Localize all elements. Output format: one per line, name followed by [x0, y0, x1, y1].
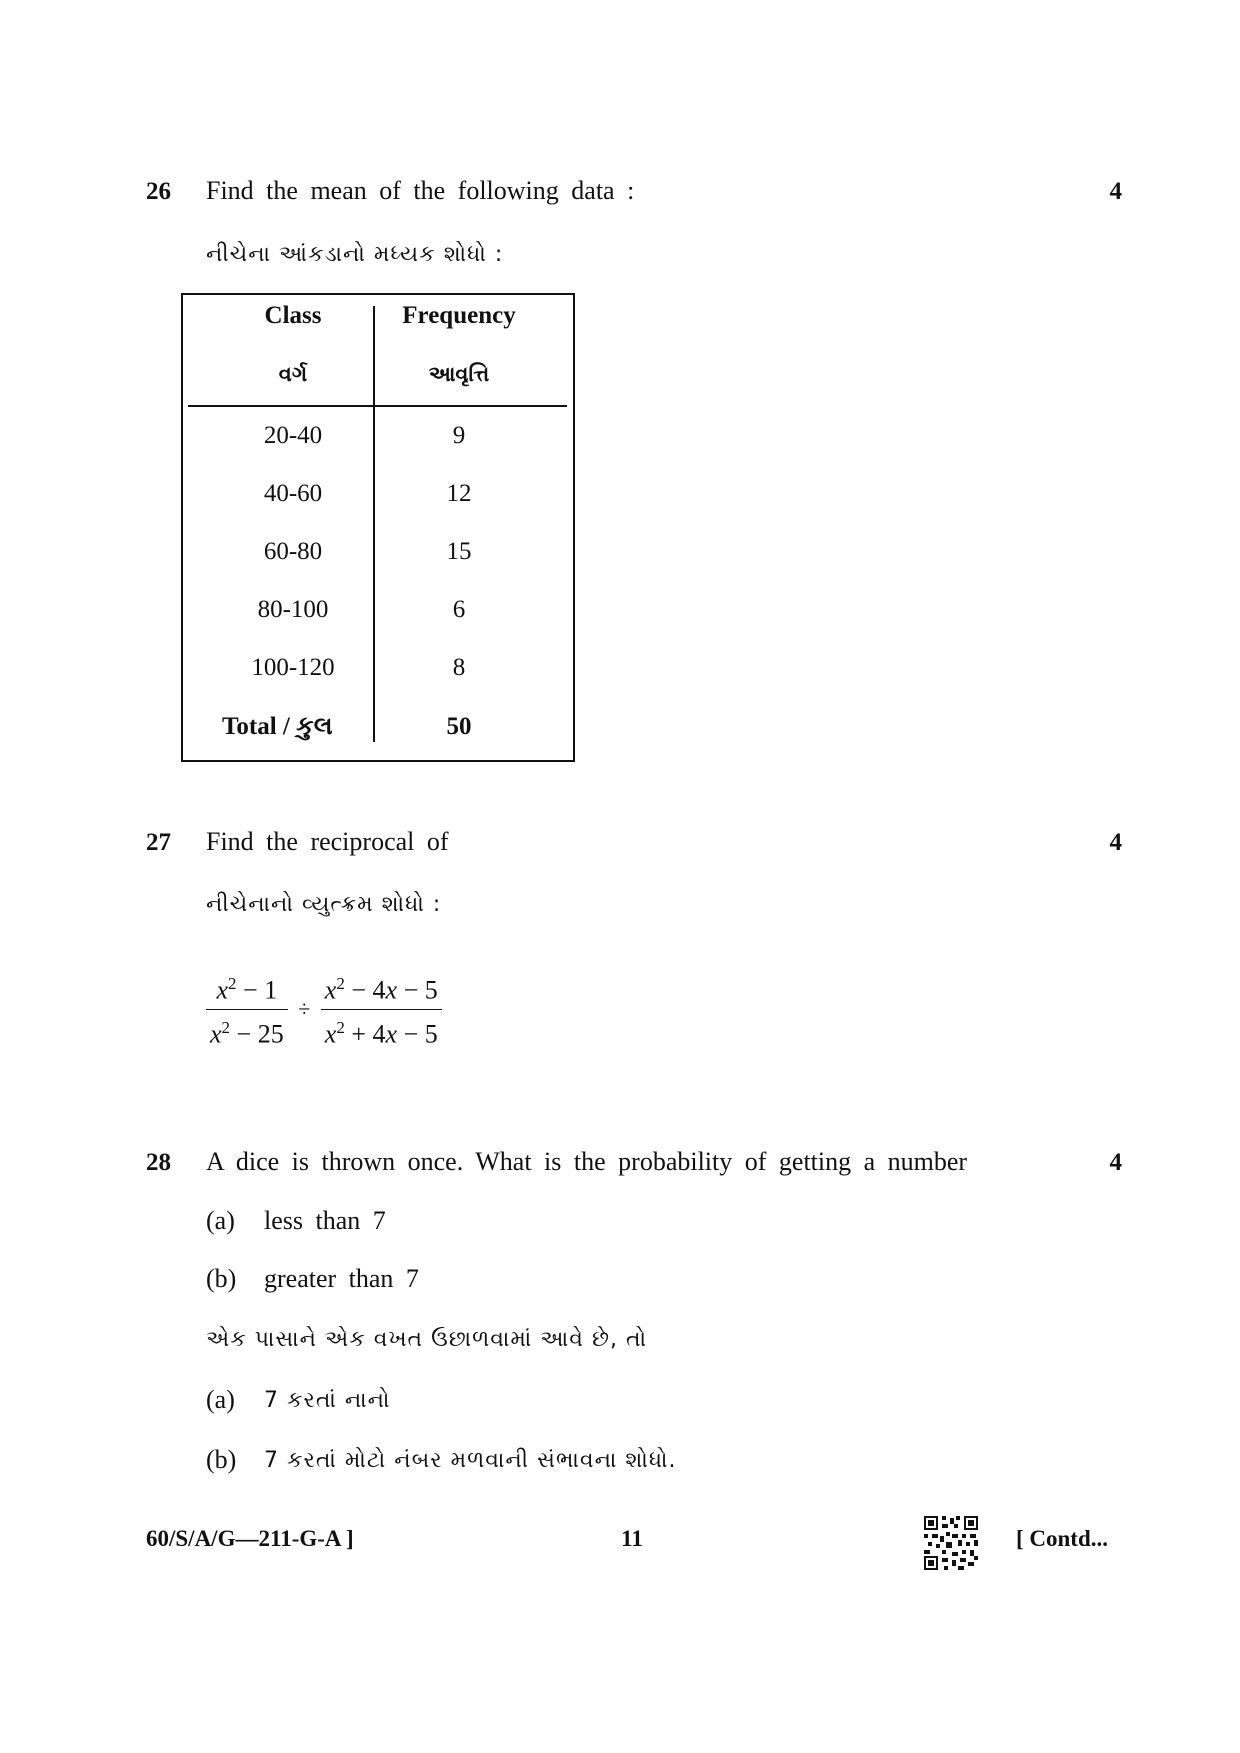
q27-number: 27 — [146, 829, 171, 856]
table-header-class-gu: વર્ગ — [278, 362, 308, 386]
q26-text-gu: નીચેના આંકડાનો મધ્યક શોધો : — [206, 242, 504, 267]
fraction-1 — [206, 966, 288, 1052]
table-total-label: Total / કુલ — [222, 713, 333, 740]
table-cell-class: 100-120 — [251, 654, 335, 681]
q28-option-b-label: (b) — [206, 1264, 237, 1293]
contd-label: [ Contd... — [1016, 1526, 1109, 1551]
table-cell-class: 60-80 — [263, 538, 323, 565]
q28-text-en: A dice is thrown once. What is the probability of getting a number — [206, 1147, 968, 1176]
q27-text-gu: નીચેનાનો વ્યુત્ક્રમ શોધો : — [206, 892, 442, 917]
paper-code: 60/S/A/G—211-G-A ] — [146, 1526, 354, 1551]
fraction-2-numerator: $x^2 - 4x - 5$ — [321, 966, 442, 1010]
table-cell-class: 80-100 — [257, 596, 329, 623]
q26-text-en: Find the mean of the following data : — [206, 176, 635, 205]
q28-option-b-gu: 7 કરતાં મોટો નંબર મળવાની સંભાવના શોધો. — [264, 1448, 677, 1473]
q28-option-b-en: greater than 7 — [264, 1264, 419, 1293]
table-header-divider — [188, 405, 567, 407]
table-cell-frequency: 15 — [446, 538, 472, 565]
page-number: 11 — [621, 1526, 643, 1551]
table-header-frequency-gu: આવૃત્તિ — [428, 362, 490, 386]
table-header-frequency-en: Frequency — [402, 302, 516, 329]
table-cell-frequency: 12 — [446, 480, 472, 507]
fraction-2-denominator: $x^2 + 4x - 5$ — [324, 1017, 438, 1049]
q26-marks: 4 — [1109, 178, 1122, 205]
table-cell-frequency: 9 — [452, 422, 466, 449]
q28-option-a-label: (a) — [206, 1206, 235, 1235]
q28-option-b-gu-label: (b) — [206, 1445, 237, 1474]
q28-option-a-gu: 7 કરતાં નાનો — [264, 1388, 391, 1413]
q28-option-a-gu-label: (a) — [206, 1385, 235, 1414]
fraction-2 — [321, 966, 442, 1052]
table-column-divider — [373, 306, 375, 742]
table-cell-class: 40-60 — [263, 480, 323, 507]
table-total-value: 50 — [446, 713, 472, 740]
q28-option-a-en: less than 7 — [264, 1206, 386, 1235]
q27-expression — [206, 966, 442, 1052]
table-cell-class: 20-40 — [263, 422, 323, 449]
q27-marks: 4 — [1109, 829, 1122, 856]
table-cell-frequency: 6 — [452, 596, 466, 623]
table-header-class-en: Class — [264, 302, 322, 329]
q27-text-en: Find the reciprocal of — [206, 827, 449, 856]
q28-marks: 4 — [1109, 1149, 1122, 1176]
qr-code-icon — [924, 1516, 978, 1570]
q26-number: 26 — [146, 178, 171, 205]
q28-number: 28 — [146, 1149, 171, 1176]
division-sign: ÷ — [298, 996, 311, 1022]
q28-text-gu: એક પાસાને એક વખત ઉછાળવામાં આવે છે, તો — [206, 1327, 648, 1352]
table-cell-frequency: 8 — [452, 654, 466, 681]
fraction-1-denominator: $x^2 - 25$ — [210, 1017, 284, 1049]
fraction-1-numerator: $x^2 - 1$ — [206, 966, 288, 1010]
